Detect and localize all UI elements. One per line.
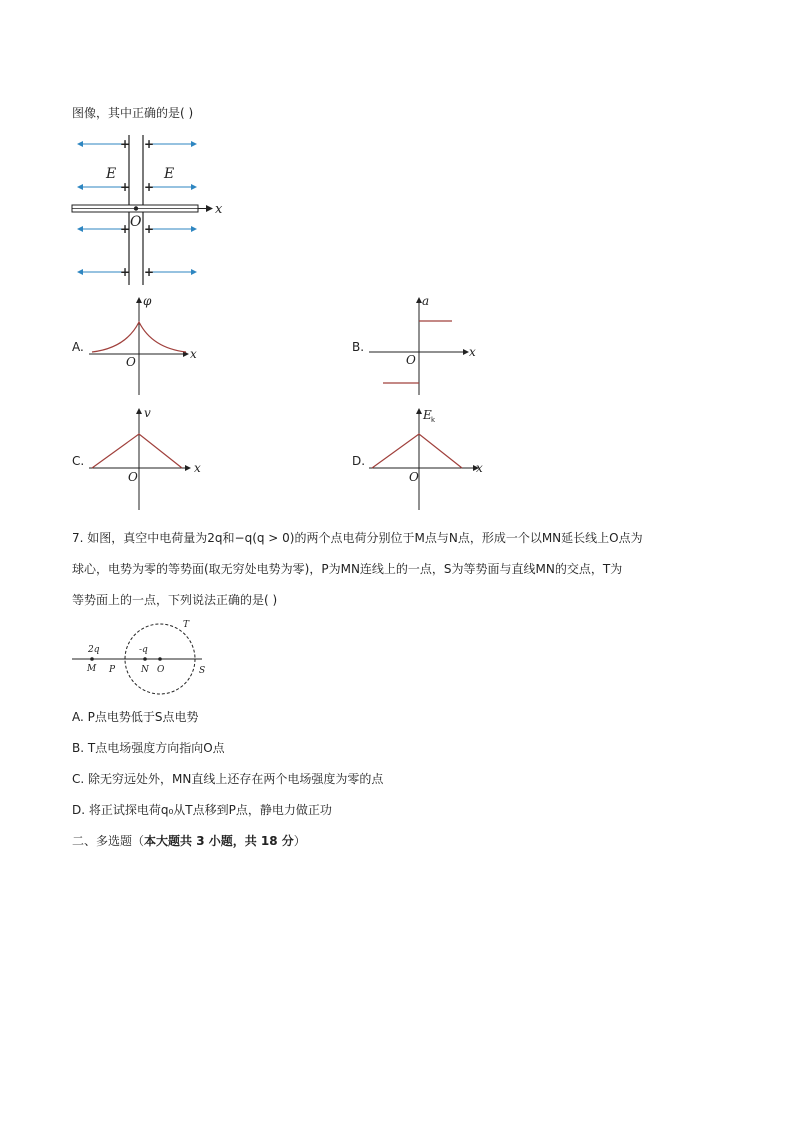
- option-d-graph: [366, 404, 496, 514]
- origin-dot: [134, 206, 138, 210]
- field-label-left: E: [106, 166, 117, 182]
- svg-text:+: +: [144, 137, 155, 151]
- svg-text:E: E: [423, 408, 432, 422]
- svg-text:v: v: [144, 406, 151, 420]
- svg-text:T: T: [183, 620, 190, 630]
- choice-c: C. 除无穷远处外，MN直线上还存在两个电场强度为零的点: [72, 772, 384, 786]
- svg-text:+: +: [144, 222, 155, 236]
- svg-text:+: +: [120, 137, 131, 151]
- velocity-curve: [92, 434, 182, 468]
- svg-text:M: M: [87, 664, 97, 674]
- svg-text:k: k: [431, 416, 436, 424]
- option-d-letter: D.: [352, 454, 366, 468]
- svg-text:S: S: [199, 666, 206, 676]
- charged-plates-figure: [70, 130, 230, 290]
- svg-text:a: a: [422, 294, 430, 308]
- svg-text:+: +: [144, 180, 155, 194]
- svg-text:O: O: [126, 355, 136, 369]
- point-m: [90, 657, 94, 661]
- x-axis-label: x: [215, 202, 223, 217]
- svg-text:2q: 2q: [88, 645, 100, 655]
- svg-text:φ: φ: [143, 294, 152, 308]
- svg-text:x: x: [469, 345, 476, 359]
- option-c-letter: C.: [72, 454, 85, 468]
- svg-text:O: O: [409, 470, 419, 484]
- point-o: [158, 657, 162, 661]
- svg-text:-q: -q: [139, 645, 148, 655]
- svg-text:+: +: [144, 265, 155, 279]
- svg-text:O: O: [406, 353, 416, 367]
- option-b-letter: B.: [352, 340, 365, 354]
- svg-text:+: +: [120, 265, 131, 279]
- svg-text:x: x: [476, 461, 483, 475]
- option-a-graph: [86, 292, 206, 402]
- field-label-right: E: [164, 166, 175, 182]
- option-a-letter: A.: [72, 340, 84, 354]
- choice-b: B. T点电场强度方向指向O点: [72, 741, 225, 755]
- choice-d: D. 将正试探电荷q₀从T点移到P点，静电力做正功: [72, 803, 332, 817]
- point-n: [143, 657, 147, 661]
- svg-text:x: x: [194, 461, 201, 475]
- question-7-stem: 7. 如图，真空中电荷量为2q和−q(q > 0)的两个点电荷分别位于M点与N点，形成一个以MN延长线上O点为 球心，电势为零的等势面(取无穷处电势为零)，P为MN连线上的一点，S为等势面与直线MN的交点，T为 等势面上的一点，下列说法正确的是( ): [72, 531, 643, 607]
- question-7-figure: [70, 615, 220, 697]
- section-header: 二、多选题（本大题共 3 小题，共 18 分）: [72, 834, 306, 848]
- option-b-graph: [366, 292, 486, 402]
- svg-text:O: O: [157, 665, 165, 675]
- svg-text:+: +: [120, 222, 131, 236]
- origin-label: O: [130, 214, 142, 230]
- svg-text:N: N: [141, 665, 149, 675]
- svg-text:P: P: [109, 665, 116, 675]
- question-stem-tail: 图像，其中正确的是( ): [72, 106, 194, 120]
- svg-text:x: x: [190, 347, 197, 361]
- option-c-graph: [86, 404, 206, 514]
- svg-text:O: O: [128, 470, 138, 484]
- svg-text:+: +: [120, 180, 131, 194]
- kinetic-energy-curve: [372, 434, 462, 468]
- choice-a: A. P点电势低于S点电势: [72, 710, 199, 724]
